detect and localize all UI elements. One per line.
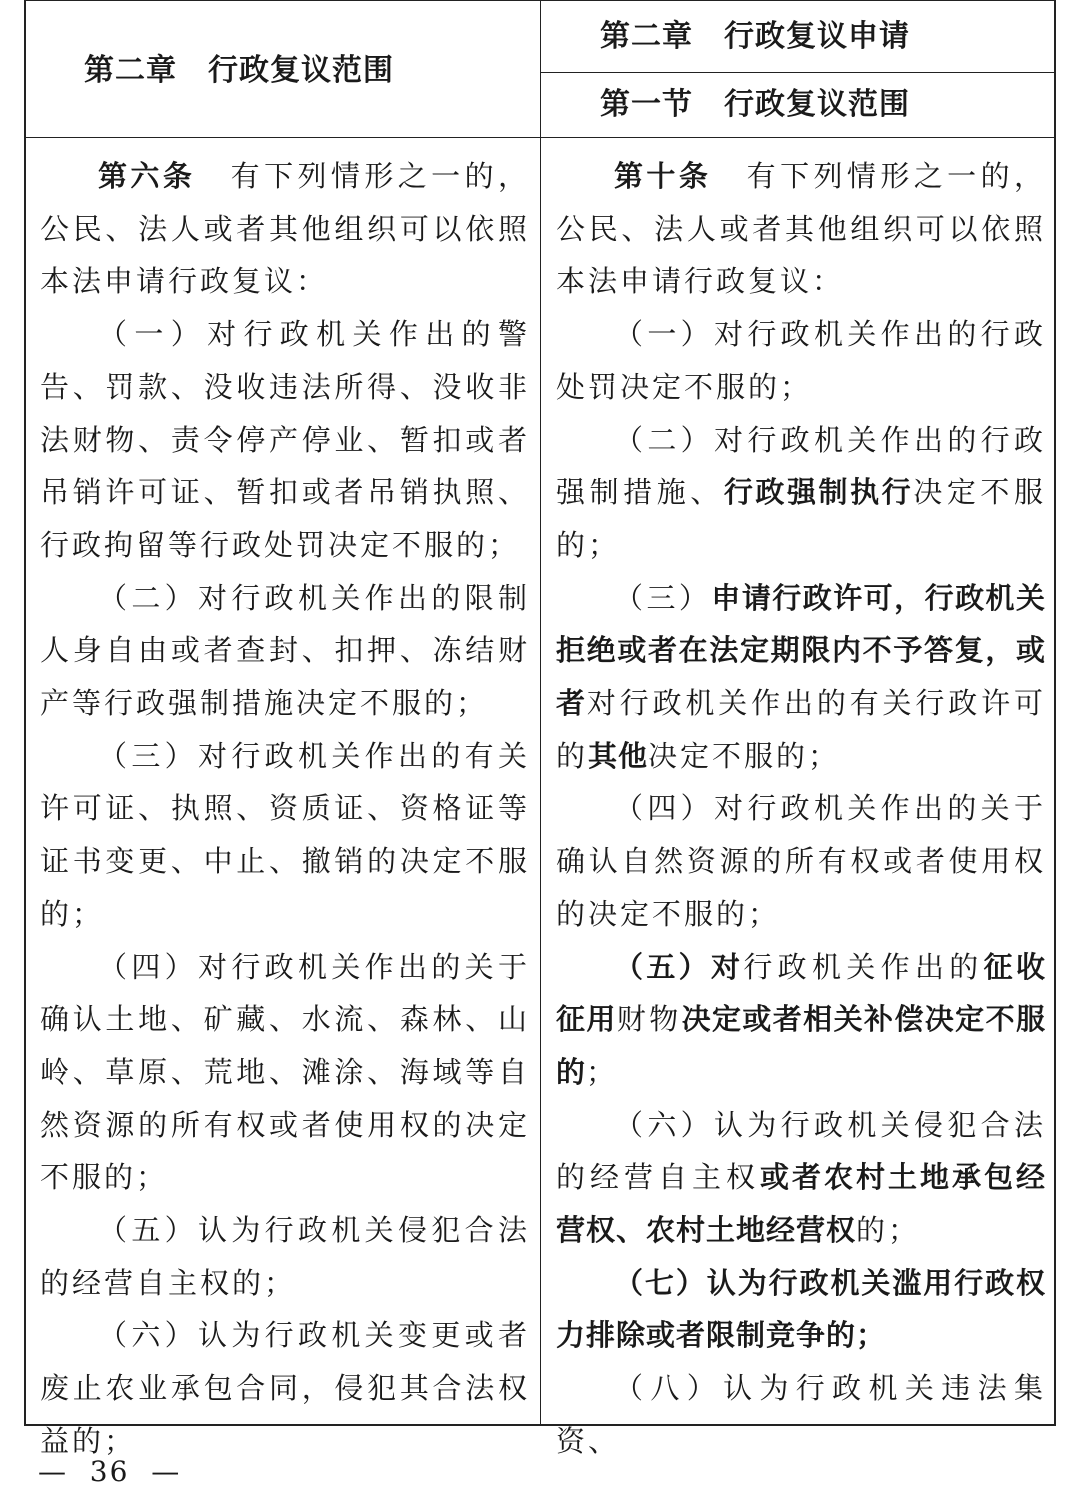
left-column-old-law (40, 150, 530, 1468)
right-item-5-end: ； (586, 1054, 619, 1089)
right-item-7 (556, 1257, 1046, 1362)
right-item-5-new-text-2: 决定或者相关补偿决定不服的 (556, 1002, 1046, 1089)
left-item-6: （六）认为行政机关变更或者废止农业承包合同，侵犯其合法权益的； (40, 1318, 530, 1458)
right-section-title: 第一节 行政复议范围 (600, 87, 910, 122)
right-item-6-text: （六）认为行政机关侵犯合法的经营自主权 (556, 1107, 1046, 1195)
left-chapter-title: 第二章 行政复议范围 (84, 53, 394, 88)
left-item-5: （五）认为行政机关侵犯合法的经营自主权的； (40, 1213, 530, 1300)
right-item-6-end: 的； (856, 1213, 921, 1248)
left-item-4: （四）对行政机关作出的关于确认土地、矿藏、水流、森林、山岭、草原、荒地、滩涂、海域等自然资源的所有权或者使用权的决定不服的； (40, 949, 530, 1195)
right-item-2-new-text: 行政强制执行 (723, 475, 914, 510)
right-item-8 (556, 1362, 1046, 1467)
right-column-new-law (556, 150, 1046, 1468)
right-item-5-new-text: 征收征用 (556, 949, 1046, 1037)
header-divider (26, 137, 1054, 138)
right-item-8-text: （八）认为行政机关违法集资、 (556, 1371, 1046, 1458)
right-item-5-text: 行政机关作出的 (743, 949, 984, 984)
right-item-2-text-end: 决定不服的； (556, 475, 1046, 562)
right-item-3-text-end: 决定不服的； (648, 738, 841, 773)
left-article-head: 第六条 (98, 159, 196, 193)
right-item-3-text: 对行政机关作出的有关行政许可的 (556, 686, 1046, 773)
right-article-head: 第十条 (614, 159, 712, 193)
left-item-1: （一）对行政机关作出的警告、罚款、没收违法所得、没收非法财物、责令停产停业、暂扣或者吊销许可证、暂扣或者吊销执照、行政拘留等行政处罚决定不服的； (40, 317, 530, 562)
right-header-divider (540, 72, 1054, 73)
left-article-intro (40, 150, 530, 308)
right-item-3 (556, 572, 1046, 783)
page-number: — 36 — (38, 1455, 182, 1488)
right-intro-text: 有下列情形之一的，公民、法人或者其他组织可以依照本法申请行政复议： (556, 159, 1046, 299)
right-item-5-text-2: 财物 (616, 1002, 682, 1037)
right-item-7-new-text: （七）认为行政机关滥用行政权力排除或者限制竞争的； (556, 1265, 1046, 1353)
right-item-4: （四）对行政机关作出的关于确认自然资源的所有权或者使用权的决定不服的； (556, 791, 1046, 931)
right-item-1: （一）对行政机关作出的行政处罚决定不服的； (556, 317, 1046, 404)
right-item-5-num: （五）对 (614, 949, 744, 984)
left-intro-text: 有下列情形之一的，公民、法人或者其他组织可以依照本法申请行政复议： (40, 159, 530, 299)
right-item-2-text: （二）对行政机关作出的行政强制措施、 (556, 422, 1046, 510)
right-item-3-new-text: 申请行政许可，行政机关拒绝或者在法定期限内不予答复，或者 (556, 580, 1046, 721)
right-item-3-num: （三） (614, 580, 712, 615)
left-item-2: （二）对行政机关作出的限制人身自由或者查封、扣押、冻结财产等行政强制措施决定不服的； (40, 580, 530, 721)
right-item-5 (556, 941, 1046, 1099)
right-item-3-new-word: 其他 (588, 738, 649, 773)
right-item-6-new-text: 或者农村土地承包经营权、农村土地经营权 (556, 1160, 1046, 1248)
column-divider (540, 0, 541, 1424)
right-chapter-title: 第二章 行政复议申请 (600, 19, 910, 54)
right-item-6 (556, 1099, 1046, 1257)
right-item-2 (556, 414, 1046, 572)
left-item-3: （三）对行政机关作出的有关许可证、执照、资质证、资格证等证书变更、中止、撤销的决定不服的； (40, 738, 530, 931)
right-article-intro (556, 150, 1046, 308)
